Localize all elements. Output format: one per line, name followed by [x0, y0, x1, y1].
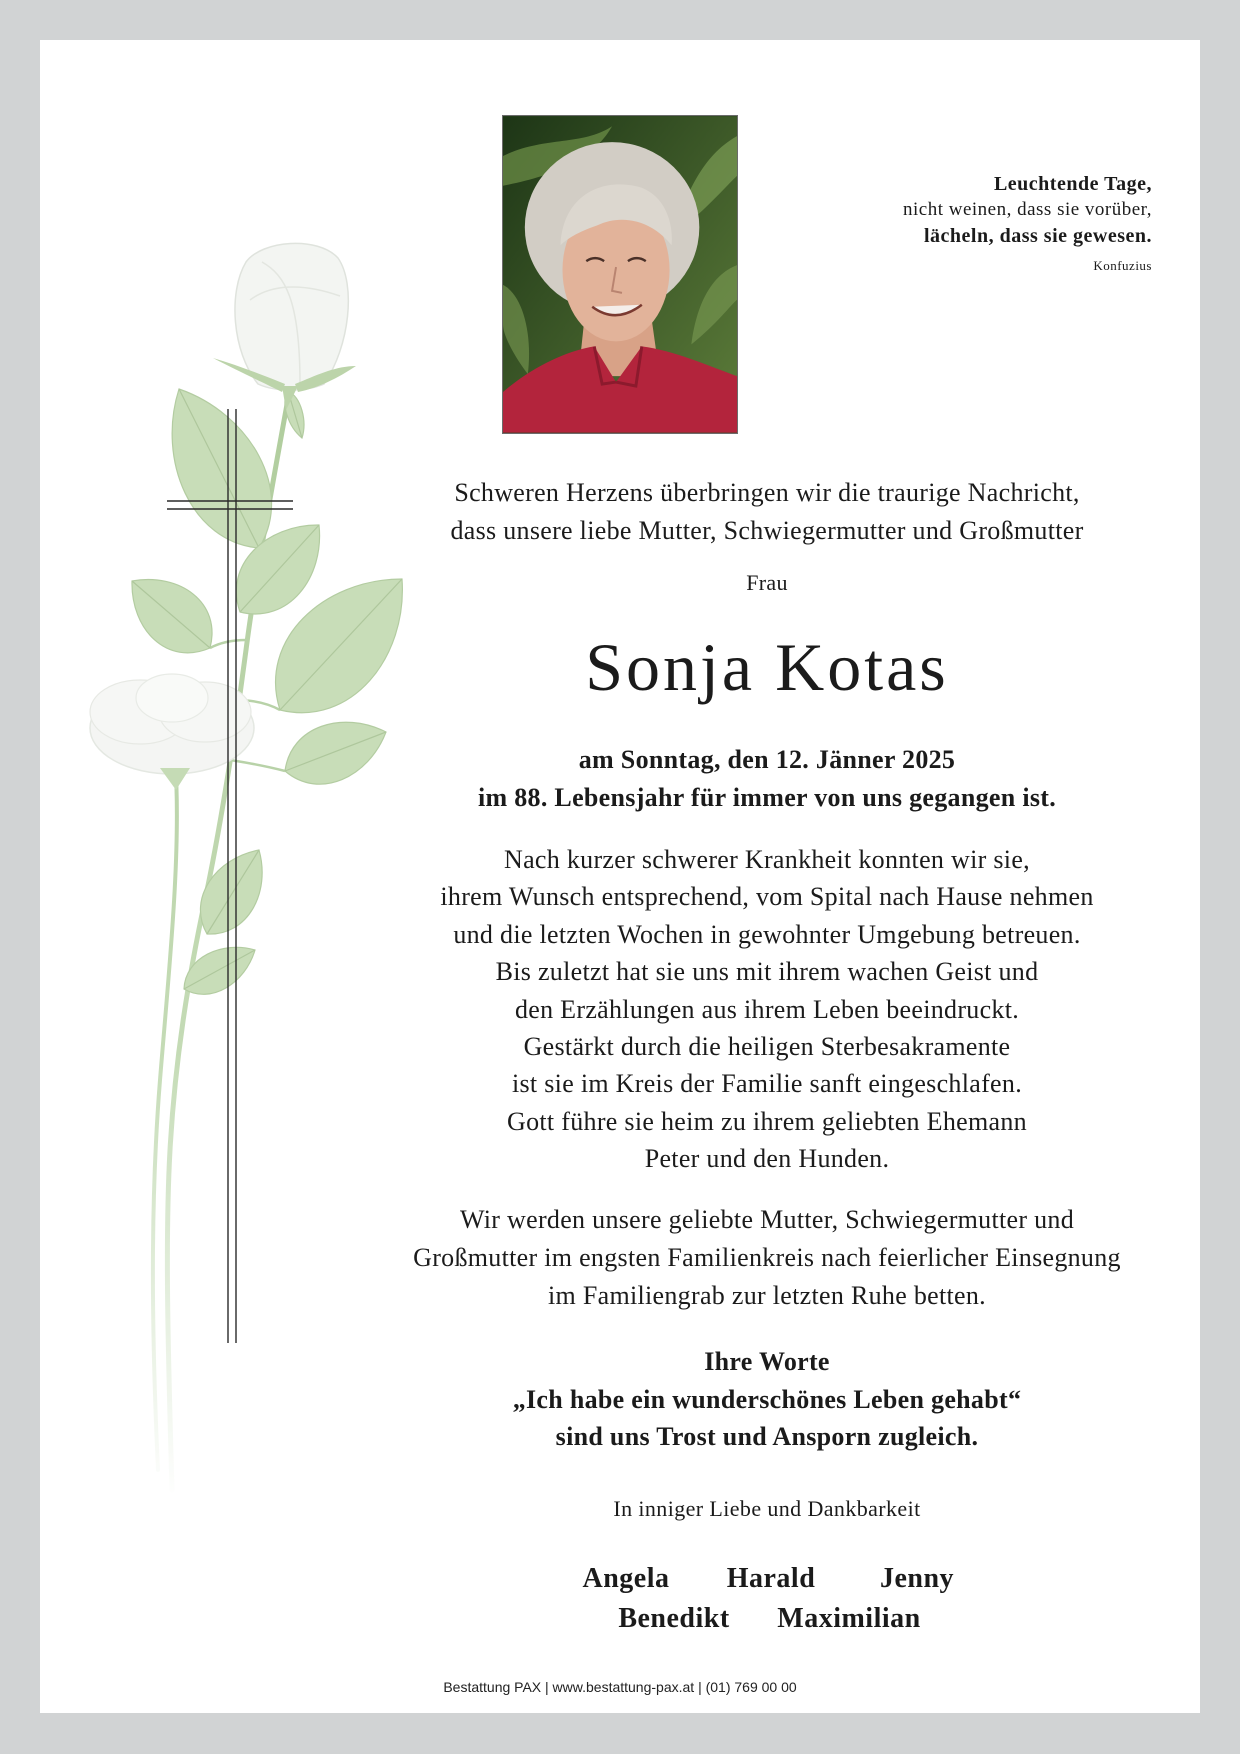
paragraph-line: Großmutter im engsten Familienkreis nach feierlicher Einsegnung: [413, 1243, 1121, 1272]
thanks-line: In inniger Liebe und Dankbarkeit: [613, 1496, 921, 1521]
deceased-name: Sonja Kotas: [585, 629, 949, 705]
date-of-death-line-1: am Sonntag, den 12. Jänner 2025: [578, 745, 956, 774]
mourner-name: Angela: [582, 1563, 670, 1594]
salutation: Frau: [746, 570, 788, 595]
paragraph-line: Bis zuletzt hat sie uns mit ihrem wachen Geist und: [495, 957, 1039, 987]
her-words: [380, 1343, 1154, 1456]
portrait-drawing: [503, 116, 737, 433]
paragraph-line: Peter und den Hunden.: [644, 1144, 890, 1174]
paragraph-line: im Familiengrab zur letzten Ruhe betten.: [548, 1281, 986, 1310]
paragraph-line: Gott führe sie heim zu ihrem geliebten Ehemann: [507, 1106, 1027, 1136]
paragraph-line: und die letzten Wochen in gewohnter Umgebung betreuen.: [453, 919, 1081, 949]
motto-line-1: Leuchtende Tage,: [993, 173, 1152, 195]
motto-line-2: nicht weinen, dass sie vorüber,: [902, 199, 1152, 220]
motto-author: Konfuzius: [1093, 258, 1152, 273]
paragraph-line: ist sie im Kreis der Familie sanft eingeschlafen.: [511, 1069, 1022, 1099]
mourner-name: Benedikt: [618, 1603, 730, 1634]
paragraph-line: Nach kurzer schwerer Krankheit konnten wir sie,: [504, 845, 1030, 874]
paragraph-line: Wir werden unsere geliebte Mutter, Schwiegermutter und: [459, 1205, 1075, 1234]
mourner-name: Jenny: [879, 1563, 955, 1594]
mourner-name: Maximilian: [777, 1603, 921, 1634]
motto-line-3: lächeln, dass sie gewesen.: [924, 225, 1152, 247]
her-words-closing: sind uns Trost und Ansporn zugleich.: [555, 1422, 979, 1451]
funeral-home-footer: Bestattung PAX | www.bestattung-pax.at | (01) 769 00 00: [443, 1679, 797, 1695]
her-words-heading: Ihre Worte: [704, 1347, 830, 1376]
paragraph-illness: [380, 841, 1154, 1178]
paragraph-burial: [380, 1201, 1154, 1315]
paragraph-line: ihrem Wunsch entsprechend, vom Spital nach Hause nehmen: [440, 882, 1094, 912]
paragraph-line: den Erzählungen aus ihrem Leben beeindruckt.: [514, 994, 1020, 1024]
announcement-line-2: dass unsere liebe Mutter, Schwiegermutter und Großmutter: [450, 516, 1084, 545]
announcement-line-1: Schweren Herzens überbringen wir die traurige Nachricht,: [454, 478, 1080, 507]
portrait-photo: [502, 115, 738, 434]
paragraph-line: Gestärkt durch die heiligen Sterbesakramente: [523, 1032, 1011, 1062]
date-of-death-line-2: im 88. Lebensjahr für immer von uns gegangen ist.: [477, 783, 1057, 812]
mourner-name: Harald: [726, 1563, 816, 1594]
her-words-quote: „Ich habe ein wunderschönes Leben gehabt“: [512, 1384, 1022, 1414]
